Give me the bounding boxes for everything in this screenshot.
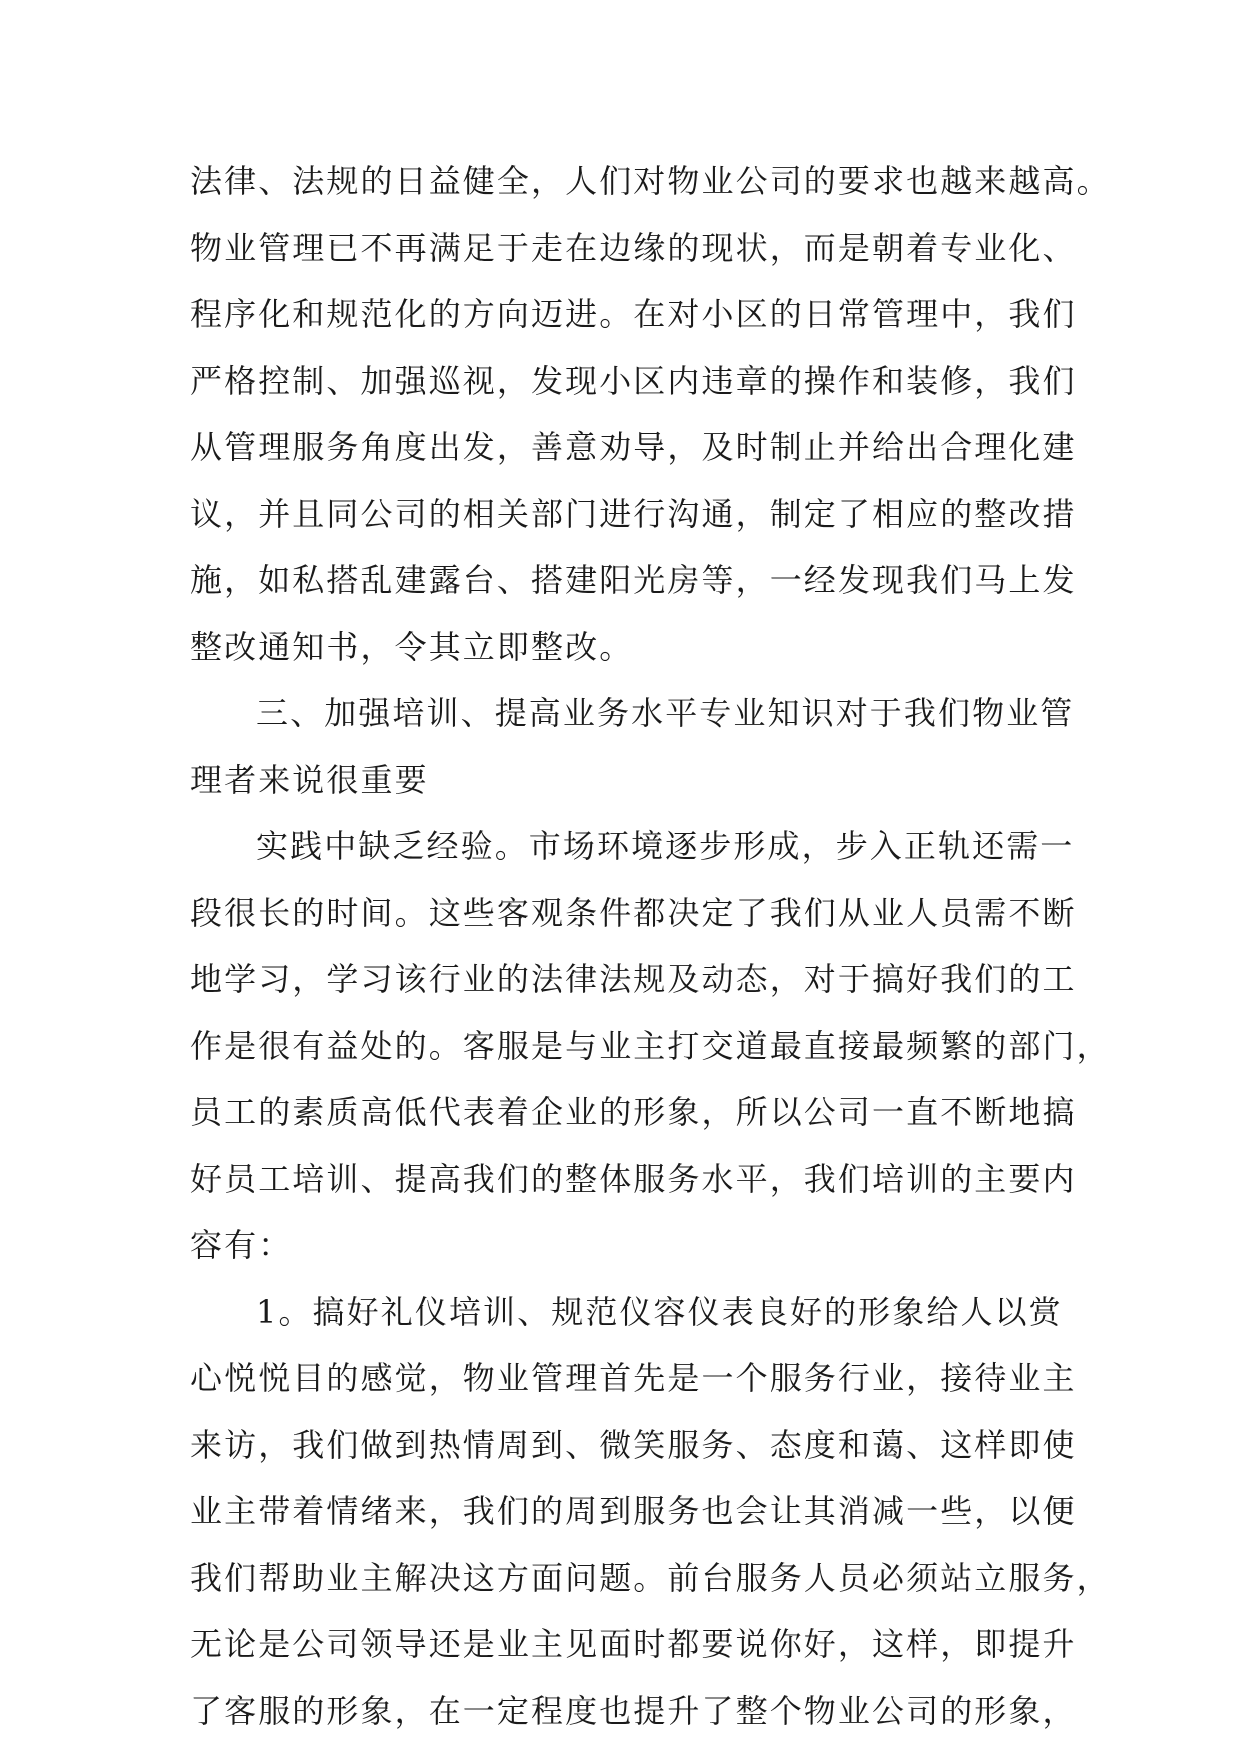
text-line: 法律、法规的日益健全，人们对物业公司的要求也越来越高。 [190, 162, 1111, 200]
document-body [190, 148, 1111, 1744]
text-line: 好员工培训、提高我们的整体服务水平，我们培训的主要内 [190, 1159, 1077, 1198]
text-line: 议，并且同公司的相关部门进行沟通，制定了相应的整改措 [190, 494, 1077, 533]
text-line: 施，如私搭乱建露台、搭建阳光房等，一经发现我们马上发 [190, 561, 1077, 599]
text-line: 员工的素质高低代表着企业的形象，所以公司一直不断地搞 [190, 1093, 1077, 1131]
text-line: 了客服的形象，在一定程度也提升了整个物业公司的形象， [190, 1691, 1077, 1730]
text-line: 程序化和规范化的方向迈进。在对小区的日常管理中，我们 [190, 295, 1077, 333]
text-line: 从管理服务角度出发，善意劝导，及时制止并给出合理化建 [190, 428, 1077, 466]
section-heading-line: 理者来说很重要 [190, 760, 429, 799]
text-line: 严格控制、加强巡视，发现小区内违章的操作和装修，我们 [190, 361, 1077, 400]
text-line: 实践中缺乏经验。市场环境逐步形成，步入正轨还需一 [256, 827, 1075, 865]
text-line: 心悦悦目的感觉，物业管理首先是一个服务行业，接待业主 [190, 1359, 1077, 1397]
text-line: 作是很有益处的。客服是与业主打交道最直接最频繁的部门， [190, 1026, 1111, 1065]
text-line: 地学习，学习该行业的法律法规及动态，对于搞好我们的工 [190, 960, 1077, 998]
text-line: 我们帮助业主解决这方面问题。前台服务人员必须站立服务， [190, 1558, 1111, 1597]
section-heading-line: 三、加强培训、提高业务水平专业知识对于我们物业管 [256, 694, 1075, 732]
text-line: 来访，我们做到热情周到、微笑服务、态度和蔼、这样即使 [190, 1425, 1077, 1464]
text-line: 容有： [190, 1226, 293, 1264]
text-line: 无论是公司领导还是业主见面时都要说你好，这样，即提升 [190, 1625, 1077, 1663]
list-item-line: 1。搞好礼仪培训、规范仪容仪表良好的形象给人以赏 [256, 1292, 1063, 1331]
text-line: 业主带着情绪来，我们的周到服务也会让其消减一些，以便 [190, 1492, 1077, 1530]
text-line: 物业管理已不再满足于走在边缘的现状，而是朝着专业化、 [190, 228, 1077, 267]
text-line: 整改通知书，令其立即整改。 [190, 627, 634, 666]
text-line: 段很长的时间。这些客观条件都决定了我们从业人员需不断 [190, 893, 1077, 932]
